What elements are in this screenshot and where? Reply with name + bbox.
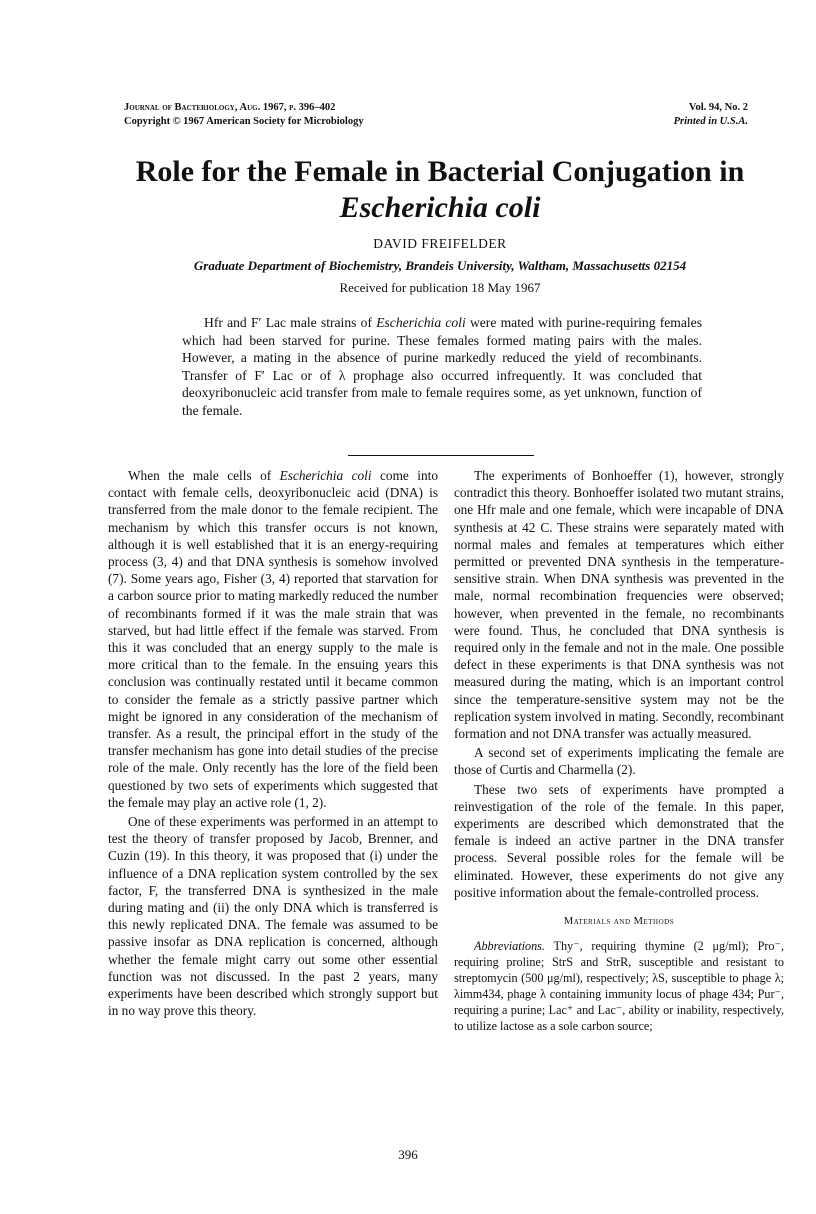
title-line-2 [80, 190, 800, 226]
article-title [80, 154, 800, 226]
title-line-1: Role for the Female in Bacterial Conjugation in [135, 155, 745, 188]
abstract-text-a: Hfr and F′ Lac male strains of [204, 315, 377, 330]
abstract-species: Escherichia coli [376, 315, 466, 330]
intro-paragraph-4: A second set of experiments implicating the female are those of Curtis and Charmella (2). [454, 745, 784, 778]
running-header-left [124, 101, 364, 129]
printed-in: Printed in U.S.A. [673, 116, 748, 127]
author-affiliation: Graduate Department of Biochemistry, Brandeis University, Waltham, Massachusetts 02154 [193, 258, 687, 273]
intro-paragraph-2: One of these experiments was performed in an attempt to test the theory of transfer proposed by Jacob, Brenner, and Cuzin (19). In this theory, it was proposed that (i) under the influence of a DNA replication system controlled by the sex factor, F, the transferred DNA is synthesized in the male during mating and (ii) the only DNA which is transferred is this newly replicated DNA. The female was assumed to be passive insofar as DNA replication is concerned, although whether the female might carry out some other essential function was not discussed. In the past 2 years, many experiments have been described which strongly support but in no way prove this theory. [108, 814, 438, 1019]
intro-p1-text-b: come into contact with female cells, deoxyribonucleic acid (DNA) is transferred from the male donor to the female recipient. The mechanism by which this transfer occurs is not known, although it is well established that it is an energy-requiring process (3, 4) and that DNA synthesis is somehow involved (7). Some years ago, Fisher (3, 4) reported that starvation for a carbon source prior to mating markedly reduced the number of recombinants formed if it was the male strain that was starved, but had little effect if the female was starved. From this it was concluded that an energy supply to the male is more critical than to the female. In the ensuing years this conclusion was continually restated until it became common to consider the female as a strictly passive partner which might be ignored in any consideration of the mechanism of transfer. As a result, the principal effort in the study of the transfer mechanism has gone into detail studies of the precise role of the male. Only recently has the lore of the field been questioned by two sets of experiments which suggested that the female may play an active role (1, 2). [108, 468, 438, 810]
received-date: Received for publication 18 May 1967 [339, 280, 541, 295]
right-column [454, 467, 784, 1036]
intro-paragraph-1 [108, 467, 438, 811]
page-number: 396 [398, 1147, 418, 1162]
running-header-right [674, 101, 748, 129]
abstract-divider [348, 455, 534, 456]
intro-paragraph-5: These two sets of experiments have prompted a reinvestigation of the role of the female. In this paper, experiments are described which demonstrated that the female is indeed an active partner in the DNA transfer process. Several possible roles for the female will be eliminated. However, these experiments do not give any positive information about the female-controlled process. [454, 781, 784, 900]
left-column [108, 467, 438, 1022]
author-name: DAVID FREIFELDER [373, 236, 507, 251]
intro-p1-species: Escherichia coli [279, 468, 372, 483]
abbreviations-text: Thy⁻, requiring thymine (2 μg/ml); Pro⁻, requiring proline; StrS and StrR, susceptible and resistant to streptomycin (500 μg/ml), respectively; λS, susceptible to phage λ; λimm434, phage λ containing immunity locus of phage 434; Pur⁻, requiring a purine; Lac⁺ and Lac⁻, ability or inability, respectively, to utilize lactose as a sole carbon source; [454, 939, 784, 1034]
abstract [182, 314, 702, 419]
intro-paragraph-3: The experiments of Bonhoeffer (1), however, strongly contradict this theory. Bonhoeffer isolated two mutant strains, one Hfr male and one female, which were incapable of DNA synthesis at 42 C. These strains were separately mated with normal males and females at temperatures which either permitted or prevented DNA synthesis in the temperature-sensitive strain. When DNA synthesis was prevented in the male, normal recombination frequencies were observed; however, when prevented in the female, no recombinants were found. Thus, he concluded that DNA synthesis is required only in the female and not in the male. One possible defect in these experiments is that DNA synthesis was not measured during the mating, which is an important control since the temperature-sensitive system may not be the replication system involved in mating. Secondly, recombinant formation and not DNA transfer was actually measured. [454, 468, 784, 742]
title-species: Escherichia coli [339, 191, 541, 224]
journal-citation: Journal of Bacteriology, Aug. 1967, p. 396–402 [124, 102, 336, 113]
abbreviations-label: Abbreviations. [474, 939, 545, 954]
copyright-line: Copyright © 1967 American Society for Microbiology [124, 116, 364, 127]
section-heading: Materials and Methods [563, 916, 675, 928]
abstract-text-b: were mated with purine-requiring females which had been starved for purine. These females formed mating pairs with the males. However, a mating in the absence of purine markedly reduced the yield of recombinants. Transfer of F′ Lac or of λ prophage also occurred infrequently. It was concluded that deoxyribonucleic acid transfer from male to female requires some, as yet unknown, function of the female. [182, 315, 702, 418]
intro-p1-text-a: When the male cells of [128, 468, 280, 483]
volume-issue: Vol. 94, No. 2 [688, 102, 748, 113]
abbreviations-paragraph [454, 938, 784, 1034]
